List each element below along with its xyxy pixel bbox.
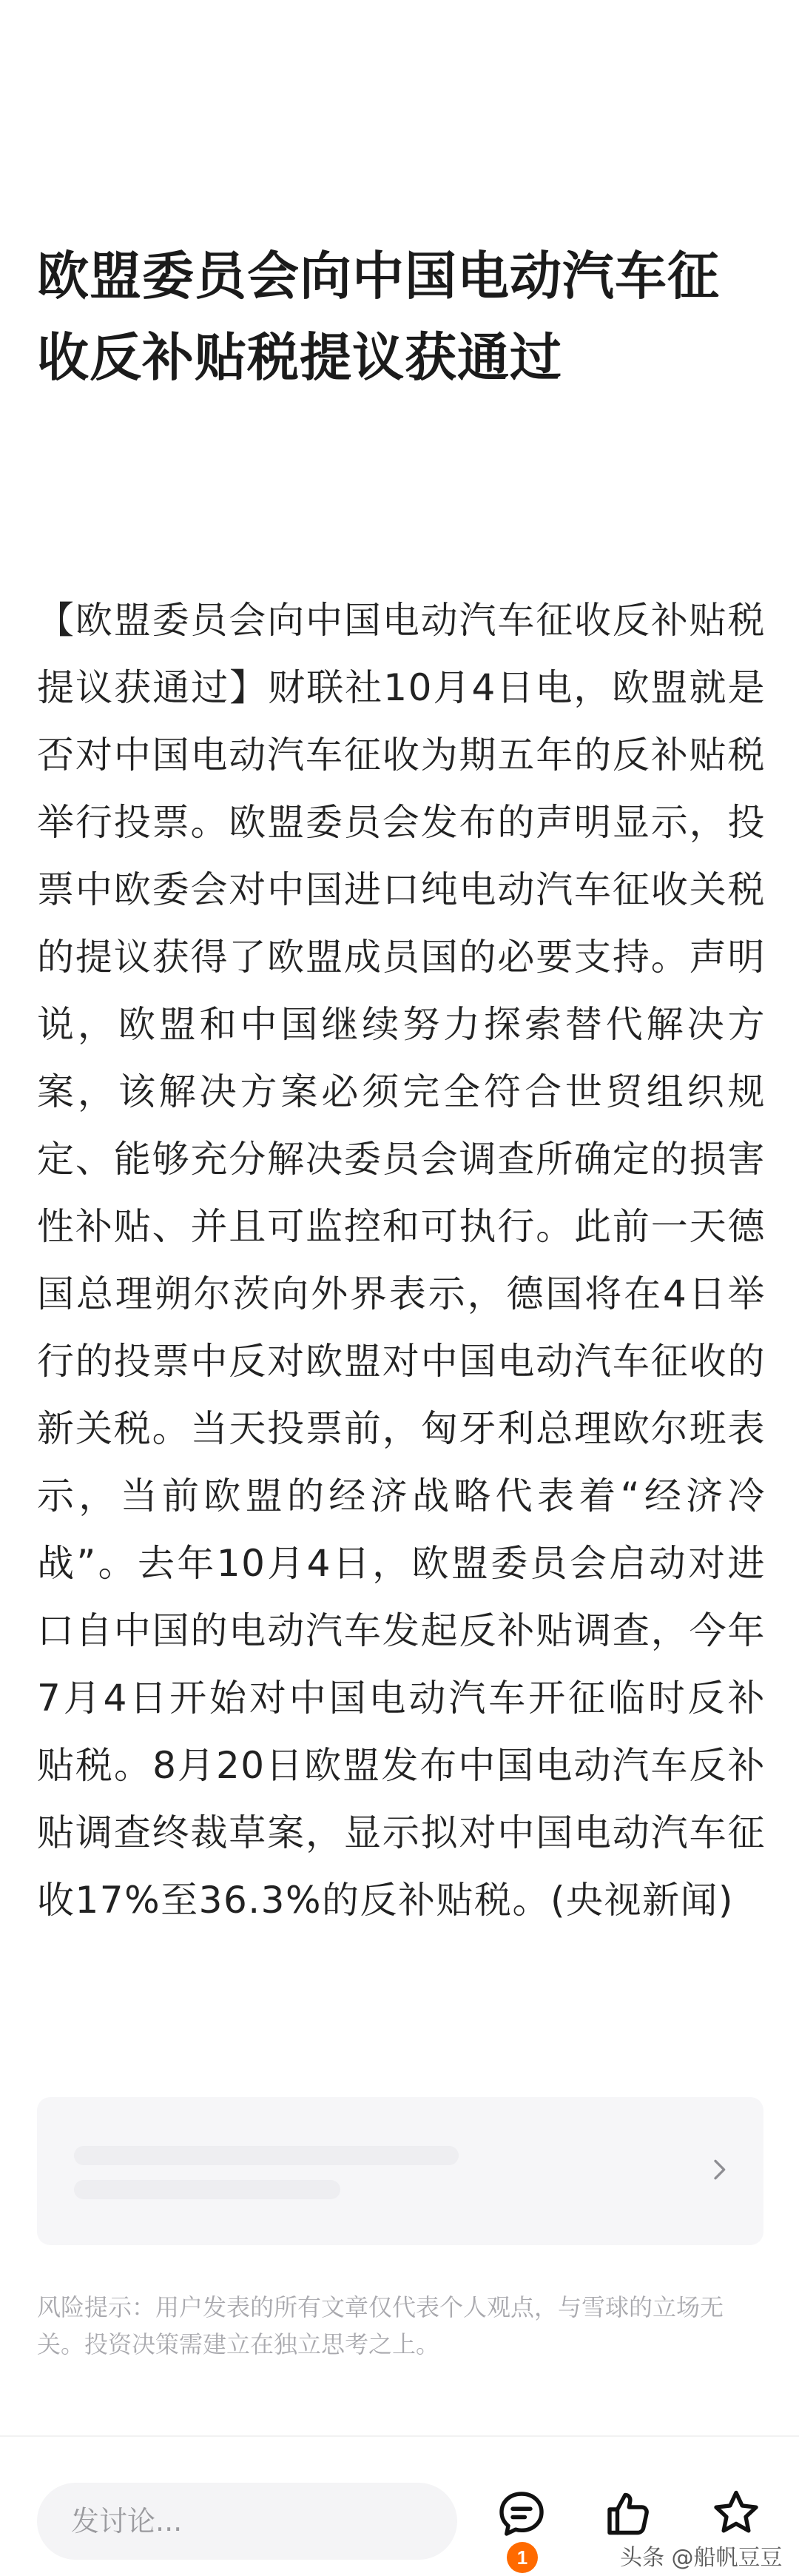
card-placeholder-line (74, 2180, 340, 2199)
favorite-star-icon (709, 2487, 763, 2540)
article-body: 【欧盟委员会向中国电动汽车征收反补贴税提议获通过】财联社10月4日电，欧盟就是否对中国电动汽车征收为期五年的反补贴税举行投票。欧盟委员会发布的声明显示，投票中欧委会对中国进口纯电动汽车征收关税的提议获得了欧盟成员国的必要支持。声明说，欧盟和中国继续努力探索替代解决方案，该解决方案必须完全符合世贸组织规定、能够充分解决委员会调查所确定的损害性补贴、并且可监控和可执行。此前一天德国总理朔尔茨向外界表示，德国将在4日举行的投票中反对欧盟对中国电动汽车征收的新关税。当天投票前，匈牙利总理欧尔班表示，当前欧盟的经济战略代表着“经济冷战”。去年10月4日，欧盟委员会启动对进口自中国的电动汽车发起反补贴调查，今年7月4日开始对中国电动汽车开征临时反补贴税。8月20日欧盟发布中国电动汽车反补贴调查终裁草案，显示拟对中国电动汽车征收17%至36.3%的反补贴税。(央视新闻) (37, 599, 766, 1922)
comment-input[interactable] (37, 2483, 457, 2560)
chevron-right-icon (704, 2155, 734, 2184)
like-button[interactable] (598, 2487, 657, 2546)
watermark-text: 头条 @船帆豆豆 (620, 2545, 783, 2571)
comment-icon (495, 2487, 548, 2540)
bottom-action-bar (0, 2458, 799, 2576)
divider (0, 2435, 799, 2437)
card-placeholder-line (74, 2146, 459, 2165)
comment-button[interactable] (492, 2487, 551, 2569)
linked-content-card[interactable] (37, 2097, 763, 2245)
favorite-button[interactable] (707, 2487, 766, 2546)
risk-notice: 风险提示：用户发表的所有文章仅代表个人观点，与雪球的立场无关。投资决策需建立在独立思考之上。 (37, 2293, 724, 2358)
article-title: 欧盟委员会向中国电动汽车征收反补贴税提议获通过 (37, 246, 720, 388)
like-icon (601, 2487, 654, 2540)
comment-count-badge: 1 (507, 2542, 538, 2573)
